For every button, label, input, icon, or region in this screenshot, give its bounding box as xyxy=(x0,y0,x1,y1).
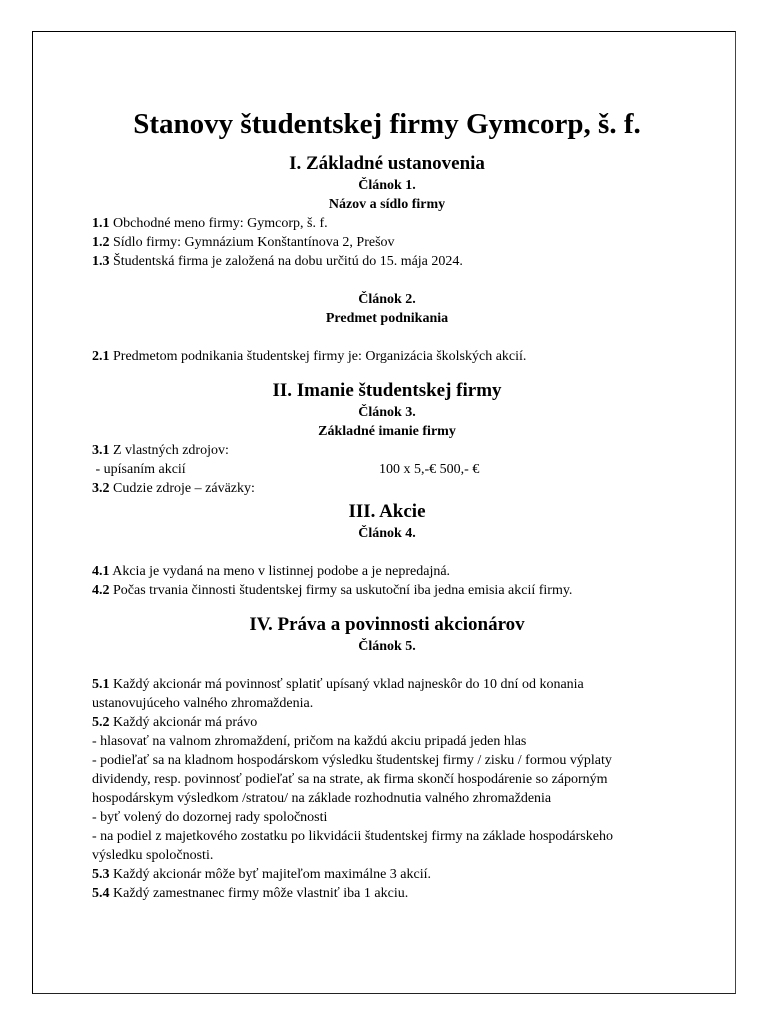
clause-number: 5.1 xyxy=(92,677,110,692)
clause-number: 5.2 xyxy=(92,715,110,730)
clause-number: 3.1 xyxy=(92,443,110,458)
clause-number: 3.2 xyxy=(92,481,110,496)
subscription-label: - upísaním akcií xyxy=(92,462,186,477)
clause-text: Cudzie zdroje – záväzky: xyxy=(113,481,255,496)
article-number: Článok 4. xyxy=(358,526,416,541)
section-heading: II. Imanie študentskej firmy xyxy=(272,380,502,401)
clause-text: Akcia je vydaná na meno v listinnej podobe a je nepredajná. xyxy=(112,564,451,579)
article-number: Článok 3. xyxy=(358,405,416,420)
section-heading: III. Akcie xyxy=(348,501,426,522)
right-item: - podieľať sa na kladnom hospodárskom výsledku študentskej firmy / zisku / formou výplaty xyxy=(92,753,612,768)
clause xyxy=(92,675,682,694)
right-item: hospodárskym výsledkom /stratou/ na základe rozhodnutia valného zhromaždenia xyxy=(92,791,552,806)
clause-number: 1.1 xyxy=(92,216,110,231)
clause xyxy=(92,214,682,233)
clause xyxy=(92,581,682,600)
clause xyxy=(92,233,682,252)
clause-number: 1.2 xyxy=(92,235,110,250)
clause-text: Predmetom podnikania študentskej firmy je: Organizácia školských akcií. xyxy=(113,349,527,364)
right-item: výsledku spoločnosti. xyxy=(92,848,214,863)
clause-text: Každý akcionár môže byť majiteľom maximálne 3 akcií. xyxy=(113,867,432,882)
clause xyxy=(92,347,682,366)
right-item: dividendy, resp. povinnosť podieľať sa na strate, ak firma skončí hospodárenie so záporným xyxy=(92,772,608,787)
clause xyxy=(92,884,682,903)
section-heading: I. Základné ustanovenia xyxy=(289,153,485,174)
clause-text: Sídlo firmy: Gymnázium Konštantínova 2, Prešov xyxy=(113,235,395,250)
clause xyxy=(92,441,682,460)
document-page xyxy=(32,31,736,994)
article-number: Článok 2. xyxy=(358,292,416,307)
clause-text: Z vlastných zdrojov: xyxy=(113,443,229,458)
article-number: Článok 5. xyxy=(358,639,416,654)
right-item: - na podiel z majetkového zostatku po likvidácii študentskej firmy na základe hospodárskeho xyxy=(92,829,613,844)
right-item: - byť volený do dozornej rady spoločnosti xyxy=(92,810,328,825)
clause-text: Každý akcionár má povinnosť splatiť upísaný vklad najneskôr do 10 dní od konania xyxy=(113,677,584,692)
clause xyxy=(92,713,682,732)
clause-number: 2.1 xyxy=(92,349,110,364)
clause xyxy=(92,865,682,884)
clause xyxy=(92,252,682,271)
article-name: Predmet podnikania xyxy=(325,311,449,326)
article-name: Názov a sídlo firmy xyxy=(328,197,446,212)
right-item: - hlasovať na valnom zhromaždení, pričom na každú akciu pripadá jeden hlas xyxy=(92,734,527,749)
clause-number: 4.1 xyxy=(92,564,110,579)
clause-continuation: ustanovujúceho valného zhromaždenia. xyxy=(92,696,314,711)
article-name: Základné imanie firmy xyxy=(318,424,456,439)
document-content xyxy=(92,104,682,903)
clause-number: 5.4 xyxy=(92,886,110,901)
article-number: Článok 1. xyxy=(358,178,416,193)
clause-number: 5.3 xyxy=(92,867,110,882)
clause-number: 4.2 xyxy=(92,583,110,598)
clause-text: Študentská firma je založená na dobu určitú do 15. mája 2024. xyxy=(113,254,463,269)
subscription-value: 100 x 5,-€ 500,- € xyxy=(379,462,480,477)
clause-text: Počas trvania činnosti študentskej firmy sa uskutoční iba jedna emisia akcií firmy. xyxy=(113,583,573,598)
clause-text: Obchodné meno firmy: Gymcorp, š. f. xyxy=(113,216,328,231)
document-title: Stanovy študentskej firmy Gymcorp, š. f. xyxy=(133,108,641,140)
clause xyxy=(92,479,682,498)
clause-number: 1.3 xyxy=(92,254,110,269)
clause-text: Každý zamestnanec firmy môže vlastniť iba 1 akciu. xyxy=(113,886,409,901)
subscription-row xyxy=(92,460,682,479)
clause-text: Každý akcionár má právo xyxy=(113,715,258,730)
clause xyxy=(92,562,682,581)
section-heading: IV. Práva a povinnosti akcionárov xyxy=(249,614,525,635)
